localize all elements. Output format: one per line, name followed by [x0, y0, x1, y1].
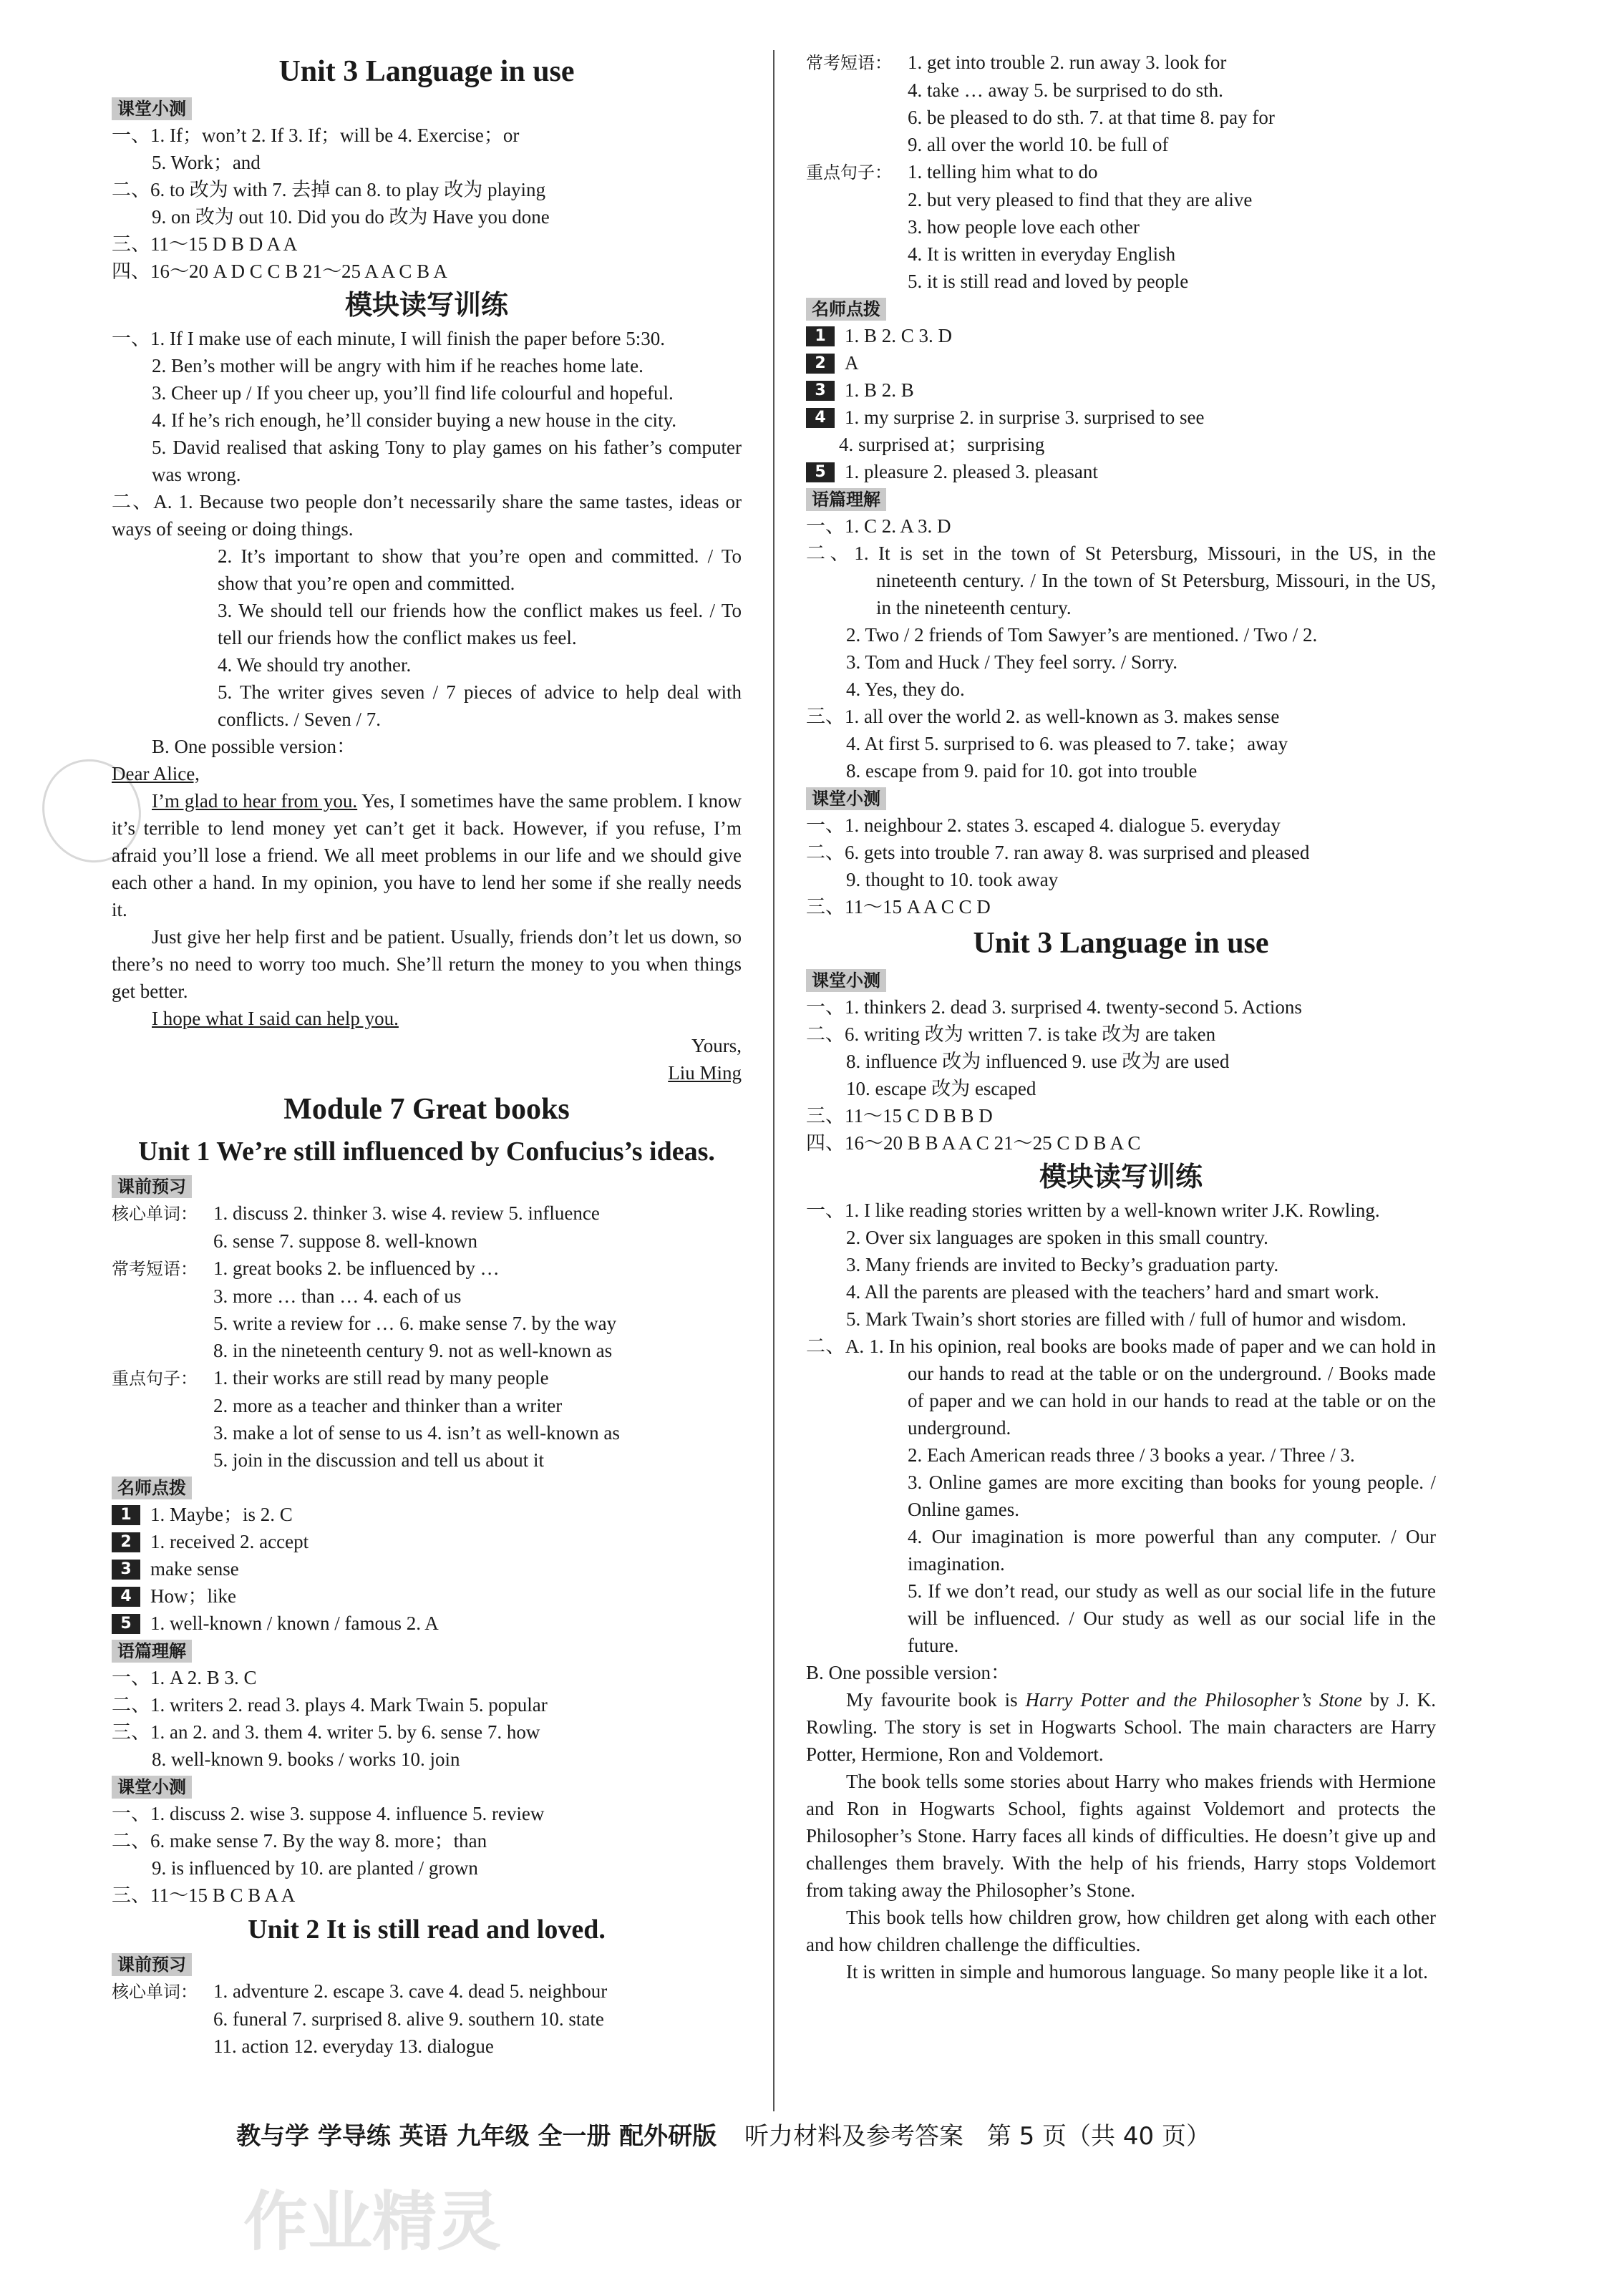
letter-closing: Yours, — [691, 1035, 742, 1056]
section-tag: 名师点拨 — [112, 1477, 192, 1499]
answer-line: 常考短语： 1. get into trouble 2. run away 3. look for — [806, 52, 1227, 73]
letter-paragraph: Just give her help first and be patient. Usually, friends don’t let us down, so there’s no need to worry too much. She’ll return the money to you when things get better. — [112, 926, 742, 1002]
answer-line: 一、1. A 2. B 3. C — [112, 1667, 257, 1688]
letter-signature: Liu Ming — [668, 1062, 742, 1084]
answer-line: 一、1. neighbour 2. states 3. escaped 4. dialogue 5. everyday — [806, 814, 1281, 836]
answer-line: 三、11～15 B C B A A — [112, 1884, 296, 1906]
unit1-title: Unit 1 We’re still influenced by Confucius’s ideas. — [138, 1137, 715, 1167]
answer-line: 4. Our imagination is more powerful than any computer. / Our imagination. — [908, 1526, 1436, 1575]
answer-line: 3. Cheer up / If you cheer up, you’ll find life colourful and hopeful. — [152, 382, 674, 404]
answer-line: 二、6. make sense 7. By the way 8. more；than — [112, 1830, 487, 1852]
answer-line: 三、11～15 A A C C D — [806, 896, 991, 918]
answer-line: 5. David realised that asking Tony to play games on his father’s computer was wrong. — [152, 437, 742, 485]
answer-line: 核心单词： 1. adventure 2. escape 3. cave 4. dead 5. neighbour — [112, 1980, 608, 2002]
answer-line: 11. action 12. everyday 13. dialogue — [213, 2035, 494, 2057]
answer-line: 8. in the nineteenth century 9. not as well-known as — [213, 1340, 613, 1361]
answer-line: 5. Mark Twain’s short stories are filled with / full of humor and wisdom. — [846, 1308, 1407, 1330]
tip-number: 1 — [806, 326, 835, 346]
footer-page: 第 5 页（共 40 页） — [986, 2122, 1210, 2151]
answer-line: 8. influence 改为 influenced 9. use 改为 are used — [846, 1051, 1230, 1072]
answer-line: 二、6. to 改为 with 7. 去掉 can 8. to play 改为 playing — [112, 179, 545, 200]
tip-line: 1 1. B 2. C 3. D — [806, 322, 1436, 349]
footer-brand: 教与学 学导练 英语 九年级 全一册 配外研版 — [236, 2122, 717, 2151]
answer-line: 二、A. 1. Because two people don’t necessarily share the same tastes, ideas or ways of seeing or doing things. — [112, 491, 742, 540]
answer-line: 二、6. gets into trouble 7. ran away 8. was surprised and pleased — [806, 842, 1310, 863]
essay-paragraph: It is written in simple and humorous language. So many people like it a lot. — [846, 1961, 1428, 1983]
answer-line: 一、1. C 2. A 3. D — [806, 515, 951, 537]
answer-line: 5. write a review for … 6. make sense 7. by the way — [213, 1313, 617, 1334]
answer-line: 5. The writer gives seven / 7 pieces of advice to help deal with conflicts. / Seven / 7. — [218, 681, 742, 730]
tip-line: 4. surprised at；surprising — [839, 434, 1045, 455]
answer-line: 5. Work；and — [152, 152, 261, 173]
tip-number: 3 — [112, 1560, 140, 1580]
answer-line: 2. Ben’s mother will be angry with him if he reaches home late. — [152, 355, 644, 376]
answer-line: 2. but very pleased to find that they are alive — [908, 189, 1253, 210]
answer-line: 6. sense 7. suppose 8. well-known — [213, 1230, 477, 1252]
unit2-title: Unit 2 It is still read and loved. — [248, 1915, 606, 1945]
answer-line: 4. We should try another. — [218, 654, 412, 676]
answer-line: 2. more as a teacher and thinker than a writer — [213, 1395, 563, 1416]
answer-line: 2. Each American reads three / 3 books a year. / Three / 3. — [908, 1444, 1355, 1466]
module-writing-title: 模块读写训练 — [344, 289, 508, 321]
answer-line: 四、16～20 A D C C B 21～25 A A C B A — [112, 261, 447, 282]
tip-line: 1 1. Maybe；is 2. C — [112, 1501, 742, 1528]
answer-line: 9. is influenced by 10. are planted / grown — [152, 1857, 478, 1879]
answer-line: 四、16～20 B B A A C 21～25 C D B A C — [806, 1132, 1141, 1154]
tip-line: 3 1. B 2. B — [806, 376, 1436, 404]
essay-paragraph: The book tells some stories about Harry who makes friends with Hermione and Ron in Hogwarts School, fights against Voldemort and protects the Philosopher’s Stone. Harry faces all kinds of difficulties. He doesn’t give up and challenges them bravely. With the help of his friends, Harry stops Voldemort from taking away the Philosopher’s Stone. — [806, 1771, 1436, 1901]
tip-line: 2 A — [806, 349, 1436, 376]
tip-number: 4 — [112, 1587, 140, 1607]
watermark: 作业精灵 — [243, 2184, 501, 2259]
tip-line: 5 1. well-known / known / famous 2. A — [112, 1610, 742, 1637]
section-tag: 课前预习 — [112, 1953, 192, 1976]
answer-line: 3. Tom and Huck / They feel sorry. / Sorry. — [846, 651, 1178, 673]
answer-line: 三、11～15 D B D A A — [112, 233, 298, 255]
answer-line: 二、1. writers 2. read 3. plays 4. Mark Twain 5. popular — [112, 1694, 548, 1716]
answer-line: 5. join in the discussion and tell us about it — [213, 1449, 544, 1471]
answer-line: 一、1. thinkers 2. dead 3. surprised 4. twenty-second 5. Actions — [806, 996, 1302, 1018]
section-tag: 课前预习 — [112, 1175, 192, 1198]
answer-line: 一、1. I like reading stories written by a well-known writer J.K. Rowling. — [806, 1200, 1380, 1221]
answer-line: 4. It is written in everyday English — [908, 243, 1176, 265]
tip-number: 4 — [806, 408, 835, 428]
answer-line: 6. be pleased to do sth. 7. at that time 8. pay for — [908, 107, 1275, 128]
answer-line: 6. funeral 7. surprised 8. alive 9. southern 10. state — [213, 2008, 604, 2030]
tip-number: 3 — [806, 381, 835, 401]
section-tag: 语篇理解 — [112, 1640, 192, 1663]
answer-line: 3. more … than … 4. each of us — [213, 1285, 462, 1307]
answer-line: 二、1. It is set in the town of St Petersburg, Missouri, in the US, in the nineteenth century. / In the town of St Petersburg, Missouri, in the US, in the nineteenth century. — [806, 543, 1436, 618]
answer-line: 三、11～15 C D B B D — [806, 1105, 993, 1127]
column-divider — [773, 50, 774, 2111]
answer-line: 核心单词： 1. discuss 2. thinker 3. wise 4. review 5. influence — [112, 1202, 600, 1224]
answer-line: 4. If he’s rich enough, he’ll consider buying a new house in the city. — [152, 409, 677, 431]
answer-line: 9. all over the world 10. be full of — [908, 134, 1169, 155]
answer-line: 4. Yes, they do. — [846, 678, 965, 700]
answer-line: 4. take … away 5. be surprised to do sth. — [908, 79, 1223, 101]
section-tag: 课堂小测 — [112, 1776, 192, 1799]
answer-line: 2. Two / 2 friends of Tom Sawyer’s are mentioned. / Two / 2. — [846, 624, 1318, 646]
tip-number: 2 — [806, 354, 835, 374]
essay-paragraph: This book tells how children grow, how children get along with each other and how children challenge the difficulties. — [806, 1907, 1436, 1955]
answer-line: 一、1. If；won’t 2. If 3. If；will be 4. Exercise；or — [112, 125, 520, 146]
section-tag: 课堂小测 — [806, 787, 886, 810]
unit3-title: Unit 3 Language in use — [278, 55, 575, 88]
section-tag: 课堂小测 — [806, 969, 886, 992]
section-tag: 课堂小测 — [112, 97, 192, 120]
section-tag: 名师点拨 — [806, 298, 886, 321]
tip-number: 2 — [112, 1532, 140, 1552]
module-writing-title: 模块读写训练 — [1039, 1161, 1203, 1192]
answer-line: 2. It’s important to show that you’re open and committed. / To show that you’re open and committed. — [218, 545, 742, 594]
answer-line: 二、6. writing 改为 written 7. is take 改为 are taken — [806, 1023, 1216, 1045]
tip-line: 3 make sense — [112, 1555, 742, 1582]
answer-line: 4. All the parents are pleased with the teachers’ hard and smart work. — [846, 1281, 1379, 1303]
answer-line: 常考短语： 1. great books 2. be influenced by … — [112, 1258, 500, 1279]
answer-line: 4. At first 5. surprised to 6. was pleased to 7. take；away — [846, 733, 1288, 754]
answer-line: 8. escape from 9. paid for 10. got into trouble — [846, 760, 1198, 782]
left-column — [112, 49, 742, 2060]
answer-line: 三、1. all over the world 2. as well-known as 3. makes sense — [806, 706, 1280, 727]
page-footer — [236, 2119, 1453, 2154]
answer-line: 9. thought to 10. took away — [846, 869, 1059, 890]
answer-line: 一、1. discuss 2. wise 3. suppose 4. influence 5. review — [112, 1803, 545, 1824]
tip-line: 5 1. pleasure 2. pleased 3. pleasant — [806, 458, 1436, 485]
answer-line: 3. We should tell our friends how the conflict makes us feel. / To tell our friends how the conflict makes us feel. — [218, 600, 742, 648]
letter-paragraph: I hope what I said can help you. — [152, 1008, 399, 1029]
answer-line: 3. Many friends are invited to Becky’s graduation party. — [846, 1254, 1279, 1275]
answer-line: 9. on 改为 out 10. Did you do 改为 Have you done — [152, 206, 550, 228]
answer-line: 一、1. If I make use of each minute, I will finish the paper before 5:30. — [112, 328, 666, 349]
letter-paragraph: I’m glad to hear from you. Yes, I sometimes have the same problem. I know it’s terrible to lend money yet can’t get it back. However, if you refuse, I’m afraid you’ll lose a friend. We all meet problems in our life and we should give each other a hand. In my opinion, you have to lend her some if she really needs it. — [112, 790, 742, 920]
right-column — [806, 49, 1436, 1985]
answer-line: B. One possible version： — [152, 736, 356, 757]
module7-title: Module 7 Great books — [283, 1093, 570, 1126]
tip-line: 4 How；like — [112, 1582, 742, 1610]
answer-line: 3. how people love each other — [908, 216, 1140, 238]
answer-line: 三、1. an 2. and 3. them 4. writer 5. by 6. sense 7. how — [112, 1721, 540, 1743]
answer-line: 8. well-known 9. books / works 10. join — [152, 1748, 460, 1770]
unit3-title: Unit 3 Language in use — [973, 927, 1269, 960]
tip-line: 2 1. received 2. accept — [112, 1528, 742, 1555]
answer-line: 2. Over six languages are spoken in this small country. — [846, 1227, 1268, 1248]
tip-number: 5 — [112, 1614, 140, 1634]
section-tag: 语篇理解 — [806, 488, 886, 511]
answer-line: 5. If we don’t read, our study as well as our social life in the future will be influenced. / Our study as well as our social life in the future. — [908, 1580, 1436, 1656]
answer-line: 10. escape 改为 escaped — [846, 1078, 1036, 1099]
footer-section: 听力材料及参考答案 — [744, 2122, 963, 2151]
tip-number: 1 — [112, 1505, 140, 1525]
tip-number: 5 — [806, 462, 835, 482]
answer-line: B. One possible version： — [806, 1662, 1010, 1683]
answer-line: 二、A. 1. In his opinion, real books are books made of paper and we can hold in our hands to read at the table or on the underground. / Books made of paper and we can hold in our hands to read at the table or on the underground. — [806, 1336, 1436, 1439]
essay-paragraph: My favourite book is Harry Potter and the Philosopher’s Stone by J. K. Rowling. The story is set in Hogwarts School. The main characters are Harry Potter, Hermione, Ron and Voldemort. — [806, 1689, 1436, 1765]
answer-line: 重点句子： 1. their works are still read by many people — [112, 1367, 549, 1388]
tip-line: 4 1. my surprise 2. in surprise 3. surprised to see — [806, 404, 1436, 431]
answer-line: 5. it is still read and loved by people — [908, 271, 1189, 292]
answer-line: 3. make a lot of sense to us 4. isn’t as well-known as — [213, 1422, 620, 1444]
answer-line: 3. Online games are more exciting than books for young people. / Online games. — [908, 1472, 1436, 1520]
letter-greeting: Dear Alice, — [112, 763, 200, 784]
answer-line: 重点句子： 1. telling him what to do — [806, 161, 1098, 183]
